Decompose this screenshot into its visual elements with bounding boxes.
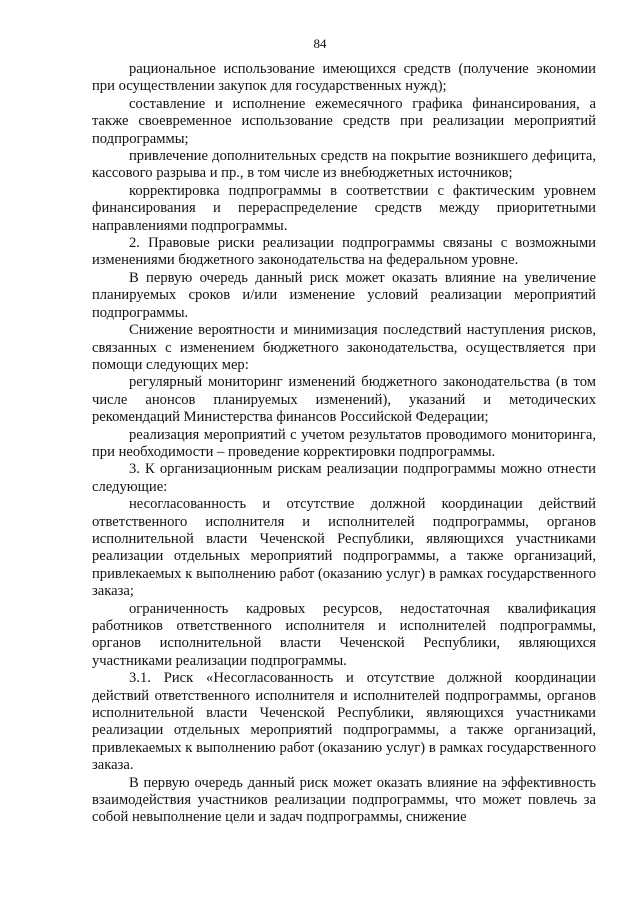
paragraph: ограниченность кадровых ресурсов, недостаточная квалификация работников ответственного исполнителя и исполнителей подпрограммы, органов исполнительной власти Чеченской Республики, являющихся участниками реализации подпрограммы. [92,600,596,669]
paragraph: рациональное использование имеющихся средств (получение экономии при осуществлении закупок для государственных нужд); [92,61,596,95]
paragraph: корректировка подпрограммы в соответствии с фактическим уровнем финансирования и перераспределение средств между приоритетными направлениями подпрограммы. [92,182,596,234]
paragraph: 3.1. Риск «Несогласованность и отсутствие должной координации действий ответственного исполнителя и исполнителей подпрограммы, органов исполнительной власти Чеченской Республики, являющихся участниками реализации отдельных мероприятий подпрограммы, а также организаций, привлекаемых к выполнению работ (оказанию услуг) в рамках государственного заказа. [92,670,596,774]
page-number: 84 [313,36,327,51]
paragraph: несогласованность и отсутствие должной координации действий ответственного исполнителя и исполнителей подпрограммы, органов исполнительной власти Чеченской Республики, являющихся участниками реализации отдельных мероприятий подпрограммы, а также организаций, привлекаемых к выполнению работ (оказанию услуг) в рамках государственного заказа; [92,496,596,600]
paragraph: 2. Правовые риски реализации подпрограммы связаны с возможными изменениями бюджетного законодательства на федеральном уровне. [92,235,596,269]
paragraph: 3. К организационным рискам реализации подпрограммы можно отнести следующие: [92,461,596,495]
paragraph: В первую очередь данный риск может оказать влияние на эффективность взаимодействия участников реализации подпрограммы, что может повлечь за собой невыполнение цели и задач подпрограммы, снижение [92,774,596,826]
paragraph: составление и исполнение ежемесячного графика финансирования, а также своевременное использование средств при реализации мероприятий подпрограммы; [92,95,596,147]
paragraph: регулярный мониторинг изменений бюджетного законодательства (в том числе анонсов планируемых изменений), указаний и методических рекомендаций Министерства финансов Российской Федерации; [92,374,596,426]
paragraph: реализация мероприятий с учетом результатов проводимого мониторинга, при необходимости – проведение корректировки подпрограммы. [92,426,596,460]
paragraph: В первую очередь данный риск может оказать влияние на увеличение планируемых сроков и/или изменение условий реализации мероприятий подпрограммы. [92,269,596,321]
document-body [92,61,596,827]
paragraph: привлечение дополнительных средств на покрытие возникшего дефицита, кассового разрыва и пр., в том числе из внебюджетных источников; [92,148,596,182]
paragraph: Снижение вероятности и минимизация последствий наступления рисков, связанных с изменением бюджетного законодательства, осуществляется при помощи следующих мер: [92,322,596,373]
